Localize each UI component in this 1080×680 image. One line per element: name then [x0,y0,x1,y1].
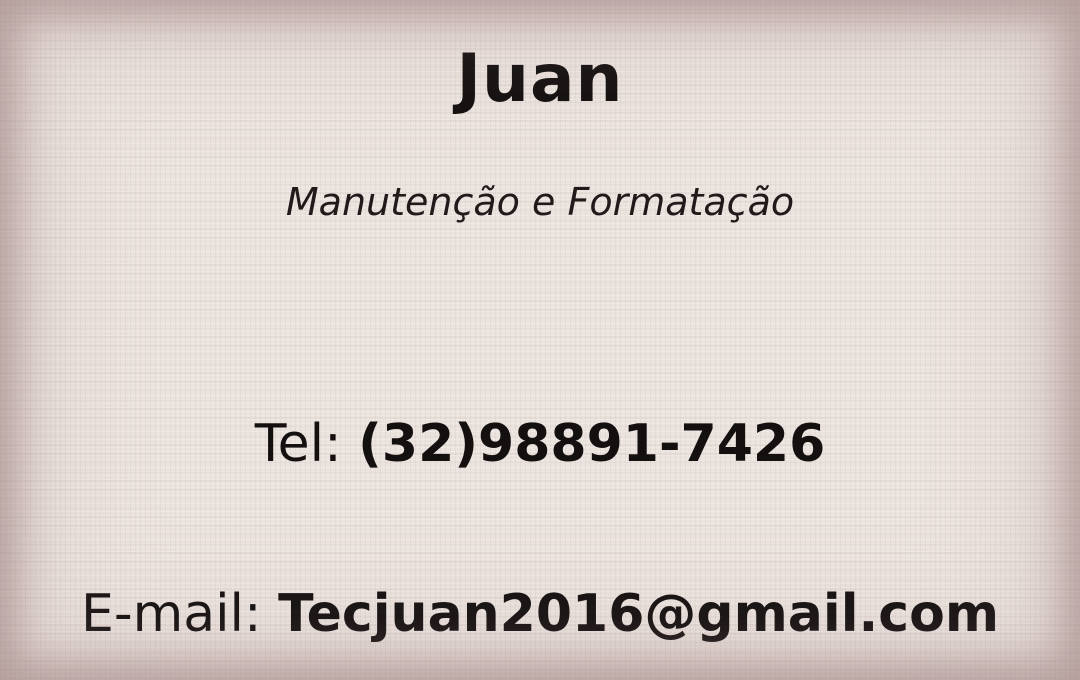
email-address: Tecjuan2016@gmail.com [278,584,1000,644]
email-line [0,584,1080,644]
phone-line [0,414,1080,474]
phone-number: (32)98891-7426 [358,414,826,474]
card-name: Juan [456,40,624,117]
phone-label: Tel: [254,414,342,474]
email-label: E-mail: [80,584,262,644]
card-subtitle: Manutenção e Formatação [285,180,795,224]
